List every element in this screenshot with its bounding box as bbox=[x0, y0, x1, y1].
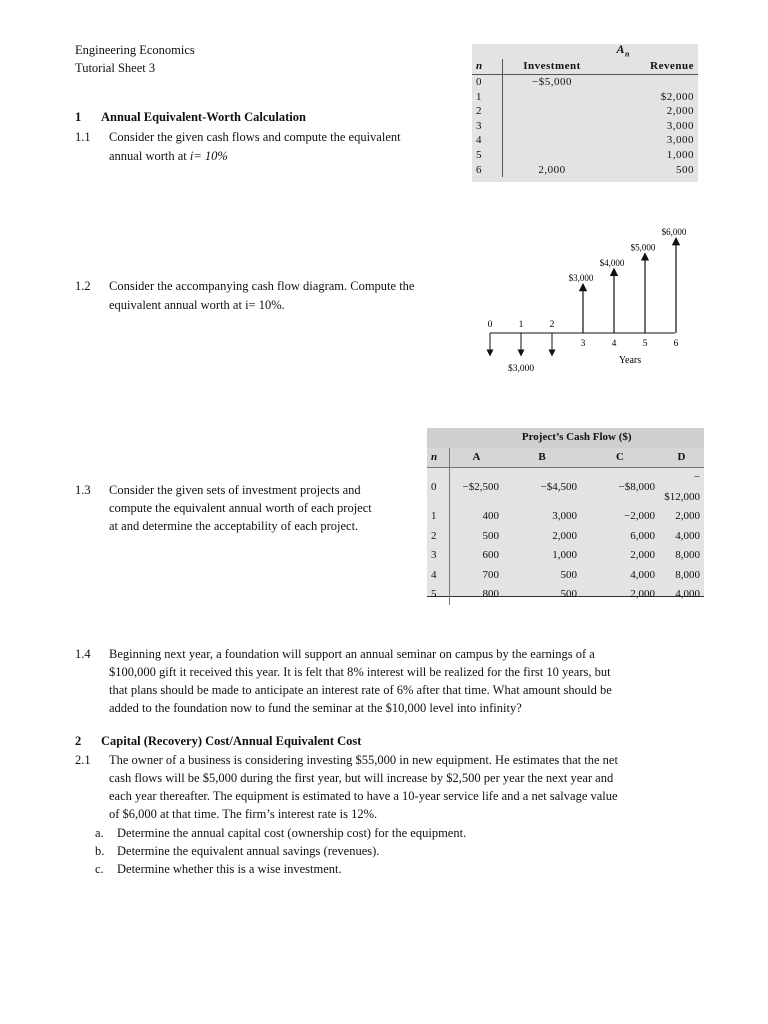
question-2-1-line2: cash flows will be $5,000 during the first year, but will increase by $2,500 per year the next year and bbox=[109, 771, 614, 785]
table3-cell-c: −$8,000 bbox=[618, 480, 655, 493]
question-1-3-line2: compute the equivalent annual worth of each project bbox=[109, 501, 372, 515]
table3-col-a: A bbox=[450, 448, 504, 468]
table3-cell-d: 8,000 bbox=[675, 568, 700, 581]
table-row bbox=[472, 119, 698, 134]
table1-cell-revenue: 1,000 bbox=[666, 148, 694, 161]
table1-cell-investment bbox=[503, 104, 602, 119]
period-label: 0 bbox=[487, 320, 493, 330]
outflow-label: $3,000 bbox=[507, 364, 535, 374]
table1-cell-n: 2 bbox=[472, 104, 503, 119]
inflow-label: $3,000 bbox=[568, 273, 594, 284]
period-label: 4 bbox=[611, 339, 617, 349]
period-label: 2 bbox=[549, 320, 555, 330]
table1-group-header-letter: A bbox=[616, 42, 626, 56]
list-item-label: c. bbox=[95, 862, 104, 876]
list-item bbox=[95, 862, 342, 877]
question-1-4-line2: $100,000 gift it received this year. It is felt that 8% interest will be realized for the first 10 years, but bbox=[109, 665, 611, 679]
table1-cell-investment: −$5,000 bbox=[532, 75, 572, 88]
question-1-4 bbox=[75, 647, 595, 662]
table3-cell-b: −$4,500 bbox=[540, 480, 577, 493]
table3-cell-d: 4,000 bbox=[675, 588, 700, 600]
table3-cell-n: 3 bbox=[427, 546, 450, 566]
table3-cell-b: 2,000 bbox=[552, 529, 577, 542]
table3-cell-n: 2 bbox=[427, 527, 450, 547]
table-row bbox=[427, 507, 704, 527]
table-row bbox=[427, 546, 704, 566]
list-item-text: Determine the equivalent annual savings (revenues). bbox=[117, 844, 380, 858]
table3-cell-c: 4,000 bbox=[630, 568, 655, 581]
table1-col-revenue: Revenue bbox=[601, 59, 698, 74]
question-1-2-line2: equivalent annual worth at i= 10%. bbox=[109, 298, 285, 312]
question-1-1-line2-prefix: annual worth at bbox=[109, 149, 190, 163]
section-1-title: Annual Equivalent-Worth Calculation bbox=[101, 110, 306, 124]
cash-flow-diagram bbox=[470, 227, 700, 380]
table3-col-c: C bbox=[581, 448, 659, 468]
inflow-label: $6,000 bbox=[661, 227, 687, 238]
question-1-3 bbox=[75, 483, 361, 498]
table3-cell-n: 1 bbox=[427, 507, 450, 527]
question-1-1-line1: Consider the given cash flows and compute the equivalent bbox=[109, 130, 401, 144]
table3-cell-c: 6,000 bbox=[630, 529, 655, 542]
period-label: 5 bbox=[642, 339, 648, 349]
question-1-1 bbox=[75, 130, 401, 145]
table1-cell-n: 5 bbox=[472, 148, 503, 163]
table1-cell-investment bbox=[503, 90, 602, 105]
table-row bbox=[472, 74, 698, 89]
table1-cell-revenue: 500 bbox=[676, 163, 694, 176]
section-2-number: 2 bbox=[75, 734, 82, 748]
table3-cell-a: 500 bbox=[482, 529, 499, 542]
question-1-4-line1: Beginning next year, a foundation will support an annual seminar on campus by the earnings of a bbox=[109, 647, 595, 661]
question-1-1-line2 bbox=[109, 149, 228, 164]
section-1-heading bbox=[75, 110, 306, 125]
table3-col-d: D bbox=[659, 448, 704, 468]
course-title: Engineering Economics bbox=[75, 43, 195, 57]
question-2-1 bbox=[75, 753, 618, 768]
table3-cell-c: 2,000 bbox=[630, 588, 655, 600]
table1-cell-revenue: 3,000 bbox=[666, 119, 694, 132]
table-row bbox=[472, 133, 698, 148]
table1-cell-revenue: 2,000 bbox=[666, 105, 694, 118]
table3-cell-a: 800 bbox=[482, 588, 499, 600]
question-1-3-number: 1.3 bbox=[75, 483, 91, 497]
list-item bbox=[95, 826, 466, 841]
interest-rate-math: i= 10% bbox=[189, 149, 228, 163]
table-row bbox=[427, 468, 704, 508]
question-1-3-line3: at and determine the acceptability of each project. bbox=[109, 519, 359, 533]
table1-group-header-sub: n bbox=[625, 49, 630, 59]
table3-cell-b: 500 bbox=[560, 588, 577, 600]
inflow-label: $4,000 bbox=[599, 257, 625, 268]
table3-cell-c: −2,000 bbox=[624, 510, 655, 522]
question-1-4-line3: that plans should be made to anticipate an interest rate of 6% after that time. What amount should be bbox=[109, 683, 612, 697]
table3-cell-n: 0 bbox=[427, 468, 450, 508]
table1-cell-investment: 2,000 bbox=[538, 163, 566, 176]
table1-cell-investment bbox=[503, 133, 602, 148]
table1-blank bbox=[472, 44, 503, 59]
question-2-1-line1: The owner of a business is considering investing $55,000 in new equipment. He estimates that the net bbox=[109, 753, 618, 767]
table1-cell-n: 4 bbox=[472, 133, 503, 148]
question-2-1-number: 2.1 bbox=[75, 753, 91, 767]
table1-cell-n: 0 bbox=[472, 74, 503, 89]
project-cash-flow-table bbox=[427, 428, 704, 600]
question-1-1-number: 1.1 bbox=[75, 130, 91, 144]
years-axis-label: Years bbox=[618, 355, 642, 366]
table3-col-n: n bbox=[427, 448, 450, 468]
table-row bbox=[472, 104, 698, 119]
table3-cell-n: 5 bbox=[427, 585, 450, 605]
table-row bbox=[427, 527, 704, 547]
table3-title: Project’s Cash Flow ($) bbox=[450, 428, 705, 448]
table1-cell-n: 3 bbox=[472, 119, 503, 134]
question-2-1-line4: of $6,000 at that time. The firm’s interest rate is 12%. bbox=[109, 807, 378, 821]
list-item-text: Determine the annual capital cost (ownership cost) for the equipment. bbox=[117, 826, 467, 840]
table3-cell-b: 1,000 bbox=[552, 549, 577, 561]
table1-group-header bbox=[503, 44, 699, 59]
table3-cell-n: 4 bbox=[427, 566, 450, 586]
question-1-3-line1: Consider the given sets of investment projects and bbox=[109, 483, 361, 497]
table1-cell-revenue bbox=[601, 74, 698, 89]
table3-cell-a: 600 bbox=[482, 549, 499, 561]
list-item-label: a. bbox=[95, 826, 104, 840]
list-item-text: Determine whether this is a wise investment. bbox=[117, 862, 342, 876]
table3-cell-c: 2,000 bbox=[630, 549, 655, 561]
period-label: 6 bbox=[673, 339, 679, 349]
table3-col-b: B bbox=[503, 448, 581, 468]
table-row bbox=[427, 566, 704, 586]
inflow-label: $5,000 bbox=[630, 242, 656, 253]
list-item bbox=[95, 844, 379, 859]
question-2-1-line3: each year thereafter. The equipment is estimated to have a 10-year service life and a net salvage value bbox=[109, 789, 618, 803]
table3-cell-d: 4,000 bbox=[675, 529, 700, 542]
question-1-4-line4: added to the foundation now to fund the seminar at the $10,000 level into infinity? bbox=[109, 701, 522, 715]
table3-cell-a: −$2,500 bbox=[462, 480, 499, 493]
table-row bbox=[472, 163, 698, 178]
table3-cell-b: 3,000 bbox=[552, 510, 577, 522]
table3-cell-a: 700 bbox=[482, 568, 499, 581]
table1-cell-investment bbox=[503, 119, 602, 134]
sheet-title: Tutorial Sheet 3 bbox=[75, 61, 156, 75]
table1-cell-investment bbox=[503, 148, 602, 163]
table3-blank bbox=[427, 428, 450, 448]
section-1-number: 1 bbox=[75, 110, 82, 124]
table3-cell-a: 400 bbox=[482, 510, 499, 522]
table1-col-n: n bbox=[472, 59, 503, 74]
table-row bbox=[427, 585, 704, 605]
period-label: 1 bbox=[518, 320, 524, 330]
section-2-title: Capital (Recovery) Cost/Annual Equivalent Cost bbox=[101, 734, 362, 748]
cash-flow-table bbox=[472, 44, 698, 182]
table3-cell-d: 8,000 bbox=[675, 549, 700, 561]
table1-cell-n: 1 bbox=[472, 90, 503, 105]
table3-cell-d: 2,000 bbox=[675, 510, 700, 522]
list-item-label: b. bbox=[95, 844, 105, 858]
table-row bbox=[472, 90, 698, 105]
table1-cell-revenue: 3,000 bbox=[666, 134, 694, 147]
question-1-2-line1: Consider the accompanying cash flow diagram. Compute the bbox=[109, 279, 415, 293]
table3-cell-b: 500 bbox=[560, 568, 577, 581]
question-1-2 bbox=[75, 279, 414, 294]
question-1-4-number: 1.4 bbox=[75, 647, 91, 661]
period-label: 3 bbox=[580, 339, 586, 349]
section-2-heading bbox=[75, 734, 361, 749]
table1-cell-n: 6 bbox=[472, 163, 503, 178]
table3-cell-d: −$12,000 bbox=[664, 471, 700, 503]
table1-cell-revenue: $2,000 bbox=[660, 90, 694, 103]
table1-col-investment: Investment bbox=[503, 59, 602, 74]
table-row bbox=[472, 148, 698, 163]
question-1-2-number: 1.2 bbox=[75, 279, 91, 293]
